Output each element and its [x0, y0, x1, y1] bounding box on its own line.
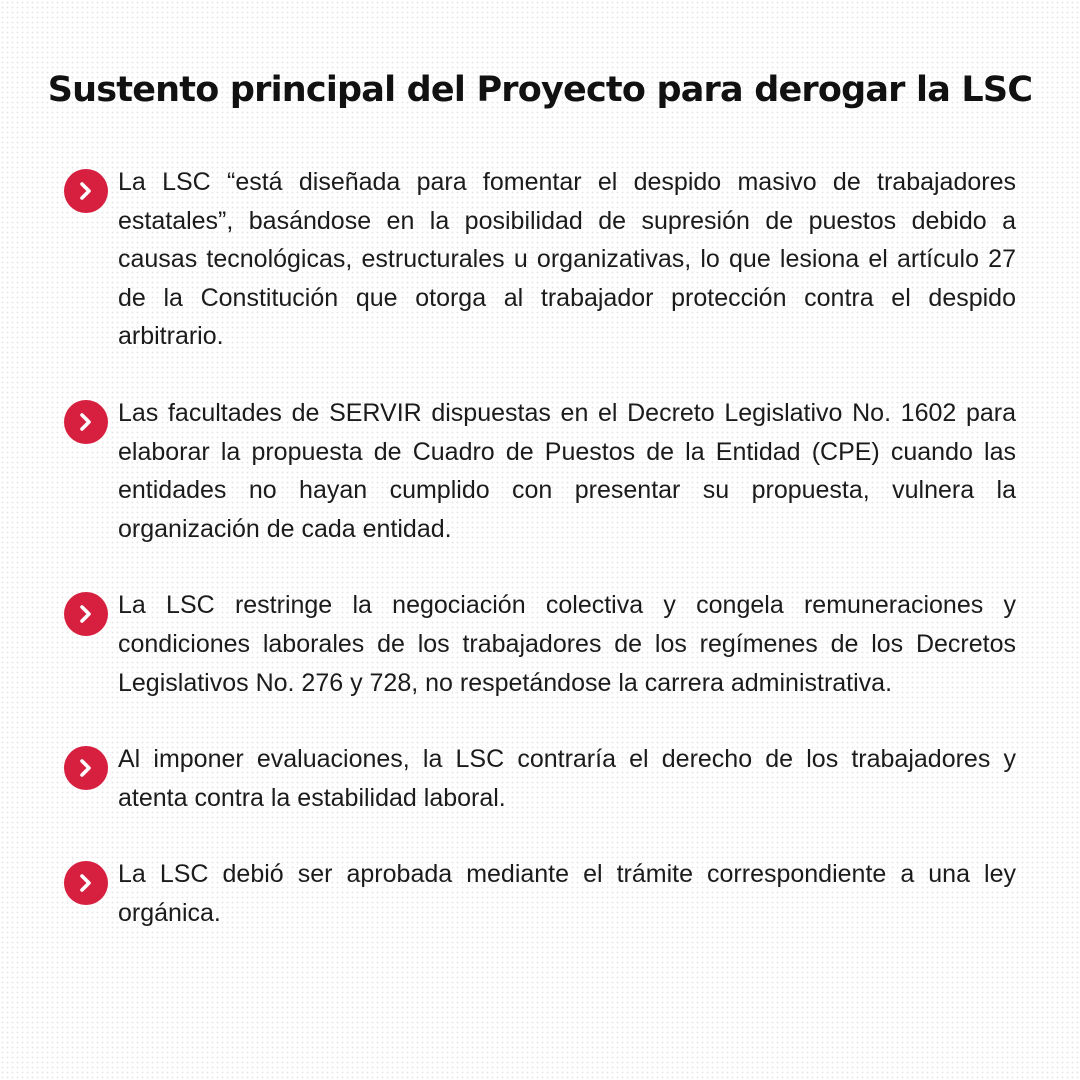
list-item — [64, 855, 1016, 932]
chevron-right-icon — [64, 861, 108, 905]
list-item-text: Al imponer evaluaciones, la LSC contraría el derecho de los trabajadores y atenta contra la estabilidad laboral. — [118, 745, 1016, 812]
list-item — [64, 394, 1016, 548]
chevron-right-icon — [64, 400, 108, 444]
list-item-text: La LSC “está diseñada para fomentar el despido masivo de trabajadores estatales”, basándose en la posibilidad de supresión de puestos debido a causas tecnológicas, estructurales u organizativas, lo que lesiona el artículo 27 de la Constitución que otorga al trabajador protección contra el despido arbitrario. — [118, 168, 1016, 351]
list-item-text: Las facultades de SERVIR dispuestas en el Decreto Legislativo No. 1602 para elaborar la propuesta de Cuadro de Puestos de la Entidad (CPE) cuando las entidades no hayan cumplido con presentar su propuesta, vulnera la organización de cada entidad. — [118, 398, 1016, 543]
page-title: Sustento principal del Proyecto para derogar la LSC — [47, 70, 1033, 110]
list-item-text: La LSC restringe la negociación colectiva y congela remuneraciones y condiciones laborales de los trabajadores de los regímenes de los Decretos Legislativos No. 276 y 728, no respetándose la carrera administrativa. — [118, 591, 1016, 697]
list-item — [64, 586, 1016, 702]
chevron-right-icon — [64, 592, 108, 636]
list-item — [64, 740, 1016, 817]
chevron-right-icon — [64, 746, 108, 790]
list-item-text: La LSC debió ser aprobada mediante el trámite correspondiente a una ley orgánica. — [118, 860, 1016, 927]
argument-list — [64, 163, 1016, 971]
list-item — [64, 163, 1016, 356]
chevron-right-icon — [64, 169, 108, 213]
